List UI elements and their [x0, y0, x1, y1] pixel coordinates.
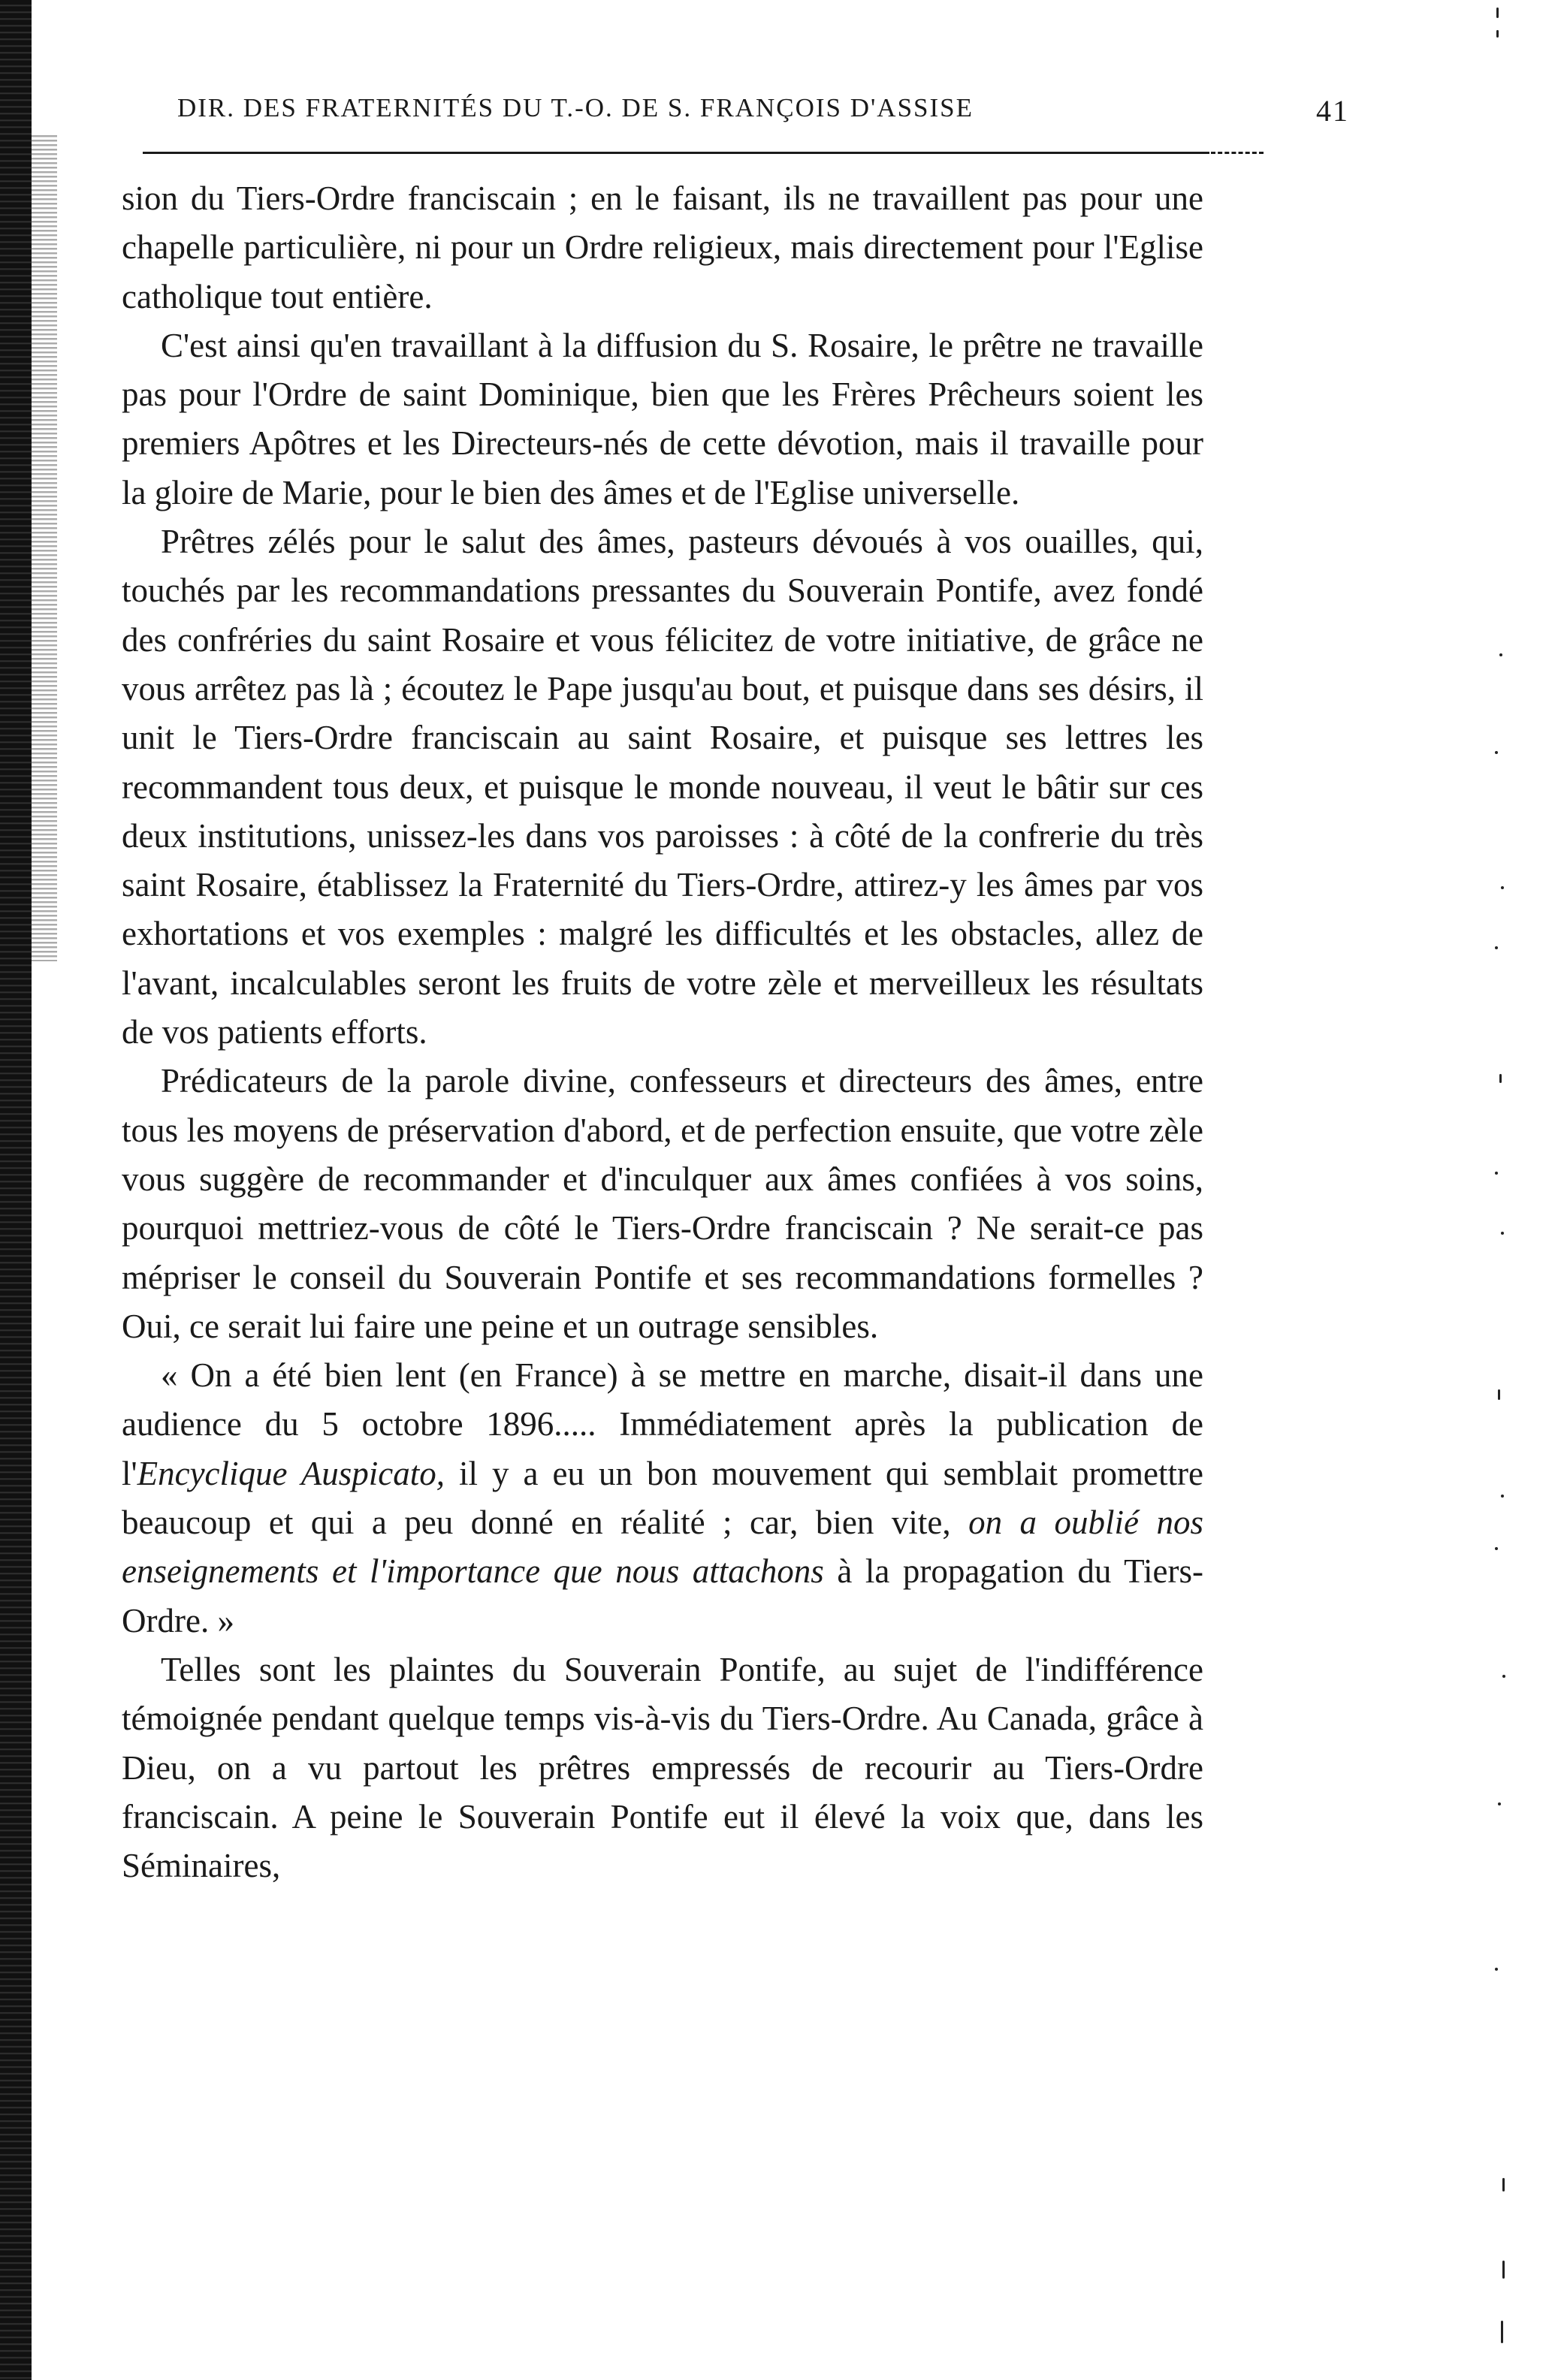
header-rule-tail	[1211, 152, 1264, 154]
paragraph: sion du Tiers-Ordre franciscain ; en le faisant, ils ne travaillent pas pour une chapelle particulière, ni pour un Ordre religieux, mais directement pour l'Eglise catholique tout entière.	[122, 179, 1203, 315]
scan-specks	[1495, 0, 1540, 2380]
scan-shadow	[32, 135, 57, 961]
paragraph: Telles sont les plaintes du Souverain Pontife, au sujet de l'indifférence témoignée pendant quelque temps vis-à-vis du Tiers-Ordre. Au Canada, grâce à Dieu, on a vu partout les prêtres empressés de recourir au Tiers-Ordre franciscain. A peine le Souverain Pontife eut il élevé la voix que, dans les Séminaires,	[122, 1650, 1203, 1885]
body-text	[122, 174, 1203, 1890]
quote-paragraph	[122, 1351, 1203, 1645]
text-run: il y a eu un bon mouvement qui semblait promettre beaucoup et qui a peu donné en réalité ; car, bien vite,	[122, 1454, 1203, 1542]
header-rule	[143, 152, 1209, 154]
paragraph: Prédicateurs de la parole divine, confesseurs et directeurs des âmes, entre tous les moyens de préservation d'abord, et de perfection ensuite, que votre zèle vous suggère de recommander et d'inculquer aux âmes confiées à vos soins, pourquoi mettriez-vous de côté le Tiers-Ordre franciscain ? Ne serait-ce pas mépriser le conseil du Souverain Pontife et ses recommandations formelles ? Oui, ce serait lui faire une peine et un outrage sensibles.	[122, 1062, 1203, 1345]
paragraph: Prêtres zélés pour le salut des âmes, pasteurs dévoués à vos ouailles, qui, touchés par les recommandations pressantes du Souverain Pontife, avez fondé des confréries du saint Rosaire et vous félicitez de votre initiative, de grâce ne vous arrêtez pas là ; écoutez le Pape jusqu'au bout, et puisque dans ses désirs, il unit le Tiers-Ordre franciscain au saint Rosaire, et puisque ses lettres les recommandent tous deux, et puisque le monde nouveau, il veut le bâtir sur ces deux institutions, unissez-les dans vos paroisses : à côté de la confrerie du très saint Rosaire, établissez la Fraternité du Tiers-Ordre, attirez-y les âmes par vos exhortations et vos exemples : malgré les difficultés et les obstacles, allez de l'avant, incalculables seront les fruits de votre zèle et merveilleux les résultats de vos patients efforts.	[122, 523, 1203, 1051]
running-header	[177, 93, 1349, 131]
text-run: à la propagation du Tiers-Ordre. »	[122, 1552, 1203, 1639]
italic-run: Encyclique Auspicato,	[137, 1454, 445, 1492]
italic-run: on a oublié nos enseignements et l'importance que nous attachons	[122, 1504, 1203, 1591]
paragraph: C'est ainsi qu'en travaillant à la diffusion du S. Rosaire, le prêtre ne travaille pas pour l'Ordre de saint Dominique, bien que les Frères Prêcheurs soient les premiers Apôtres et les Directeurs-nés de cette dévotion, mais il travaille pour la gloire de Marie, pour le bien des âmes et de l'Eglise universelle.	[122, 326, 1203, 511]
book-binding-edge	[0, 0, 32, 2380]
text-run: « On a été bien lent (en France) à se mettre en marche, disait-il dans une audience du 5 octobre 1896..... Immédiatement après la publication de l'	[122, 1356, 1203, 1492]
header-title: DIR. DES FRATERNITÉS DU T.-O. DE S. FRANÇOIS D'ASSISE	[177, 93, 974, 122]
page-number: 41	[1316, 94, 1349, 128]
